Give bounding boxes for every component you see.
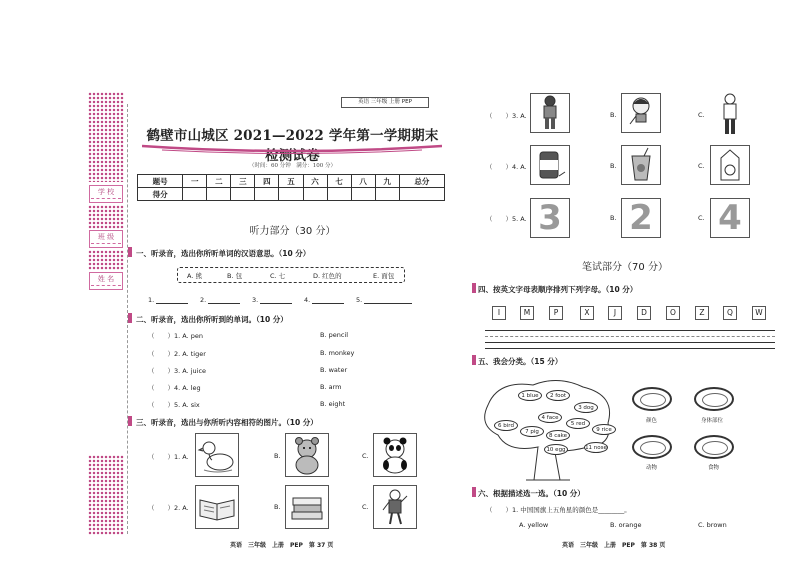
option-label: C. [698, 162, 705, 170]
milk-carton-picture [710, 145, 750, 185]
category-plate-color[interactable] [632, 387, 672, 411]
score-header-cell: 六 [303, 175, 327, 188]
page-footer-right: 英语 三年级 上册 PEP 第 38 页 [562, 542, 666, 549]
question-item: （ ）3. A. juice [148, 367, 207, 375]
bear-picture [285, 433, 329, 477]
score-header-cell: 九 [375, 175, 399, 188]
title-underline [142, 144, 442, 154]
answer-blank[interactable]: 3. [252, 296, 292, 304]
score-header-cell: 三 [231, 175, 255, 188]
score-header-cell: 一 [183, 175, 207, 188]
tree-word: 10 egg [544, 444, 568, 455]
question-option-b: B. monkey [320, 349, 355, 357]
letter-card: Q [723, 306, 737, 320]
school-line [91, 198, 121, 199]
number-four-picture: 4 [710, 198, 750, 238]
answer-option: A. yellow [519, 521, 549, 529]
section-5-title: 五、我会分类。（15 分） [478, 357, 563, 366]
answer-blank[interactable]: 2. [200, 296, 240, 304]
score-cell[interactable] [375, 188, 399, 201]
section-4-title: 四、按英文字母表顺序排列下列字母。（10 分） [478, 285, 638, 294]
writing-heading: 笔试部分（70 分） [582, 262, 668, 273]
writing-line[interactable] [485, 330, 775, 331]
category-plate-food[interactable] [694, 435, 734, 459]
question-item: （ ）2. A. [148, 504, 189, 512]
writing-line [485, 336, 775, 337]
question-item: （ ）1. 中国国旗上五角星的颜色是________。 [486, 506, 631, 514]
category-label: 身体部位 [701, 418, 724, 424]
letter-card: J [608, 306, 622, 320]
option-label: C. [362, 452, 369, 460]
tree-word: 4 face [538, 412, 562, 423]
word-option: B. 包 [227, 272, 243, 280]
word-option: E. 面包 [373, 272, 395, 280]
open-book-picture [195, 485, 239, 529]
score-header-cell: 二 [207, 175, 231, 188]
man-picture [715, 93, 745, 135]
category-plate-body[interactable] [694, 387, 734, 411]
juice-cup-picture [621, 145, 661, 185]
section-marker [472, 355, 476, 365]
score-cell[interactable] [231, 188, 255, 201]
section-marker [472, 487, 476, 497]
dot-pattern-bottom [88, 455, 124, 535]
option-label: B. [610, 214, 617, 222]
section-1-title: 一、听录音，选出你所听单词的汉语意思。（10 分） [136, 249, 311, 258]
section-marker [128, 247, 132, 257]
answer-option: C. brown [698, 521, 727, 529]
tree-word: 9 rice [592, 424, 616, 435]
score-header-cell: 四 [255, 175, 279, 188]
question-item: （ ）3. A. [486, 112, 527, 120]
score-header-cell: 总分 [399, 175, 444, 188]
question-option-b: B. pencil [320, 331, 349, 339]
category-label: 动物 [646, 465, 658, 471]
answer-blank[interactable]: 5. [356, 296, 412, 304]
option-label: B. [274, 452, 281, 460]
option-label: C. [362, 503, 369, 511]
number-two-picture: 2 [621, 198, 661, 238]
grade-badge: 英语 三年级 上册 PEP [341, 97, 429, 108]
option-label: B. [610, 111, 617, 119]
letter-card: O [666, 306, 680, 320]
letter-card: D [637, 306, 651, 320]
score-cell[interactable] [207, 188, 231, 201]
number-three-picture: 3 [530, 198, 570, 238]
class-line [91, 243, 121, 244]
boy-standing-picture [530, 93, 570, 133]
tree-word: 8 cake [546, 430, 570, 441]
question-item: （ ）5. A. six [148, 401, 200, 409]
score-row-label: 得分 [138, 188, 183, 201]
category-plate-animal[interactable] [632, 435, 672, 459]
dot-pattern [88, 205, 124, 229]
question-item: （ ）4. A. leg [148, 384, 201, 392]
score-table [137, 174, 445, 201]
word-option: A. 熊 [187, 272, 202, 280]
question-item: （ ）4. A. [486, 163, 527, 171]
boy-head-picture [621, 93, 661, 133]
question-option-b: B. water [320, 366, 348, 374]
letter-card: P [549, 306, 563, 320]
page-title: 鹤壁市山城区 2021—2022 学年第一学期期末检测试卷 [146, 128, 439, 164]
section-marker [472, 283, 476, 293]
score-cell[interactable] [399, 188, 444, 201]
question-item: （ ）2. A. tiger [148, 350, 206, 358]
category-label: 食物 [708, 465, 720, 471]
score-header-cell: 五 [279, 175, 303, 188]
tree-word: 2 foot [546, 390, 570, 401]
tree-word: 1 blue [518, 390, 542, 401]
listening-heading: 听力部分（30 分） [249, 226, 336, 237]
option-label: C. [698, 214, 705, 222]
letter-card: I [492, 306, 506, 320]
exam-info: （时间：60 分钟 满分：100 分） [249, 163, 336, 169]
letter-card: Z [695, 306, 709, 320]
option-label: C. [698, 111, 705, 119]
answer-blank[interactable]: 1. [148, 296, 188, 304]
name-line [91, 285, 121, 286]
letter-card: X [580, 306, 594, 320]
question-item: （ ）5. A. [486, 215, 527, 223]
question-item: （ ）1. A. [148, 453, 189, 461]
duck-picture [195, 433, 239, 477]
books-stack-picture [285, 485, 329, 529]
panda-picture [373, 433, 417, 477]
answer-blank[interactable]: 4. [304, 296, 344, 304]
juice-can-picture [530, 145, 570, 185]
letter-card: W [752, 306, 766, 320]
answer-option: B. orange [610, 521, 642, 529]
score-cell[interactable] [327, 188, 351, 201]
boy-picture [373, 485, 417, 529]
section-marker [128, 416, 132, 426]
writing-line [485, 348, 775, 349]
word-option: C. 七 [270, 272, 286, 280]
tree-word: 5 red [566, 418, 590, 429]
score-header-cell: 题号 [138, 175, 183, 188]
section-6-title: 六、根据描述选一选。（10 分） [478, 489, 585, 498]
letter-card: M [520, 306, 534, 320]
score-header-cell: 七 [327, 175, 351, 188]
dot-pattern-top [88, 92, 124, 182]
word-option: D. 红色的 [313, 272, 342, 280]
score-cell[interactable] [183, 188, 207, 201]
school-label: 学 校 [97, 188, 115, 196]
page-footer-left: 英语 三年级 上册 PEP 第 37 页 [230, 542, 334, 549]
name-label: 姓 名 [97, 275, 115, 283]
score-cell[interactable] [279, 188, 303, 201]
tree-word: 6 bird [494, 420, 518, 431]
tree-word: 3 dog [574, 402, 598, 413]
question-option-b: B. eight [320, 400, 346, 408]
tree-word: 11 nose [584, 442, 608, 453]
category-label: 颜色 [646, 418, 658, 424]
tree-word: 7 pig [520, 426, 544, 437]
option-label: B. [610, 162, 617, 170]
score-cell[interactable] [351, 188, 375, 201]
section-3-title: 三、听录音，选出与你所听内容相符的图片。（10 分） [136, 418, 318, 427]
writing-line [485, 342, 775, 343]
section-marker [128, 313, 132, 323]
section-2-title: 二、听录音，选出你所听到的单词。（10 分） [136, 315, 288, 324]
question-item: （ ）1. A. pen [148, 332, 203, 340]
dot-pattern [88, 250, 124, 270]
option-label: B. [274, 503, 281, 511]
score-header-cell: 八 [351, 175, 375, 188]
score-cell[interactable] [255, 188, 279, 201]
class-label: 班 级 [97, 233, 115, 241]
word-bank [177, 267, 405, 283]
score-cell[interactable] [303, 188, 327, 201]
question-option-b: B. arm [320, 383, 342, 391]
